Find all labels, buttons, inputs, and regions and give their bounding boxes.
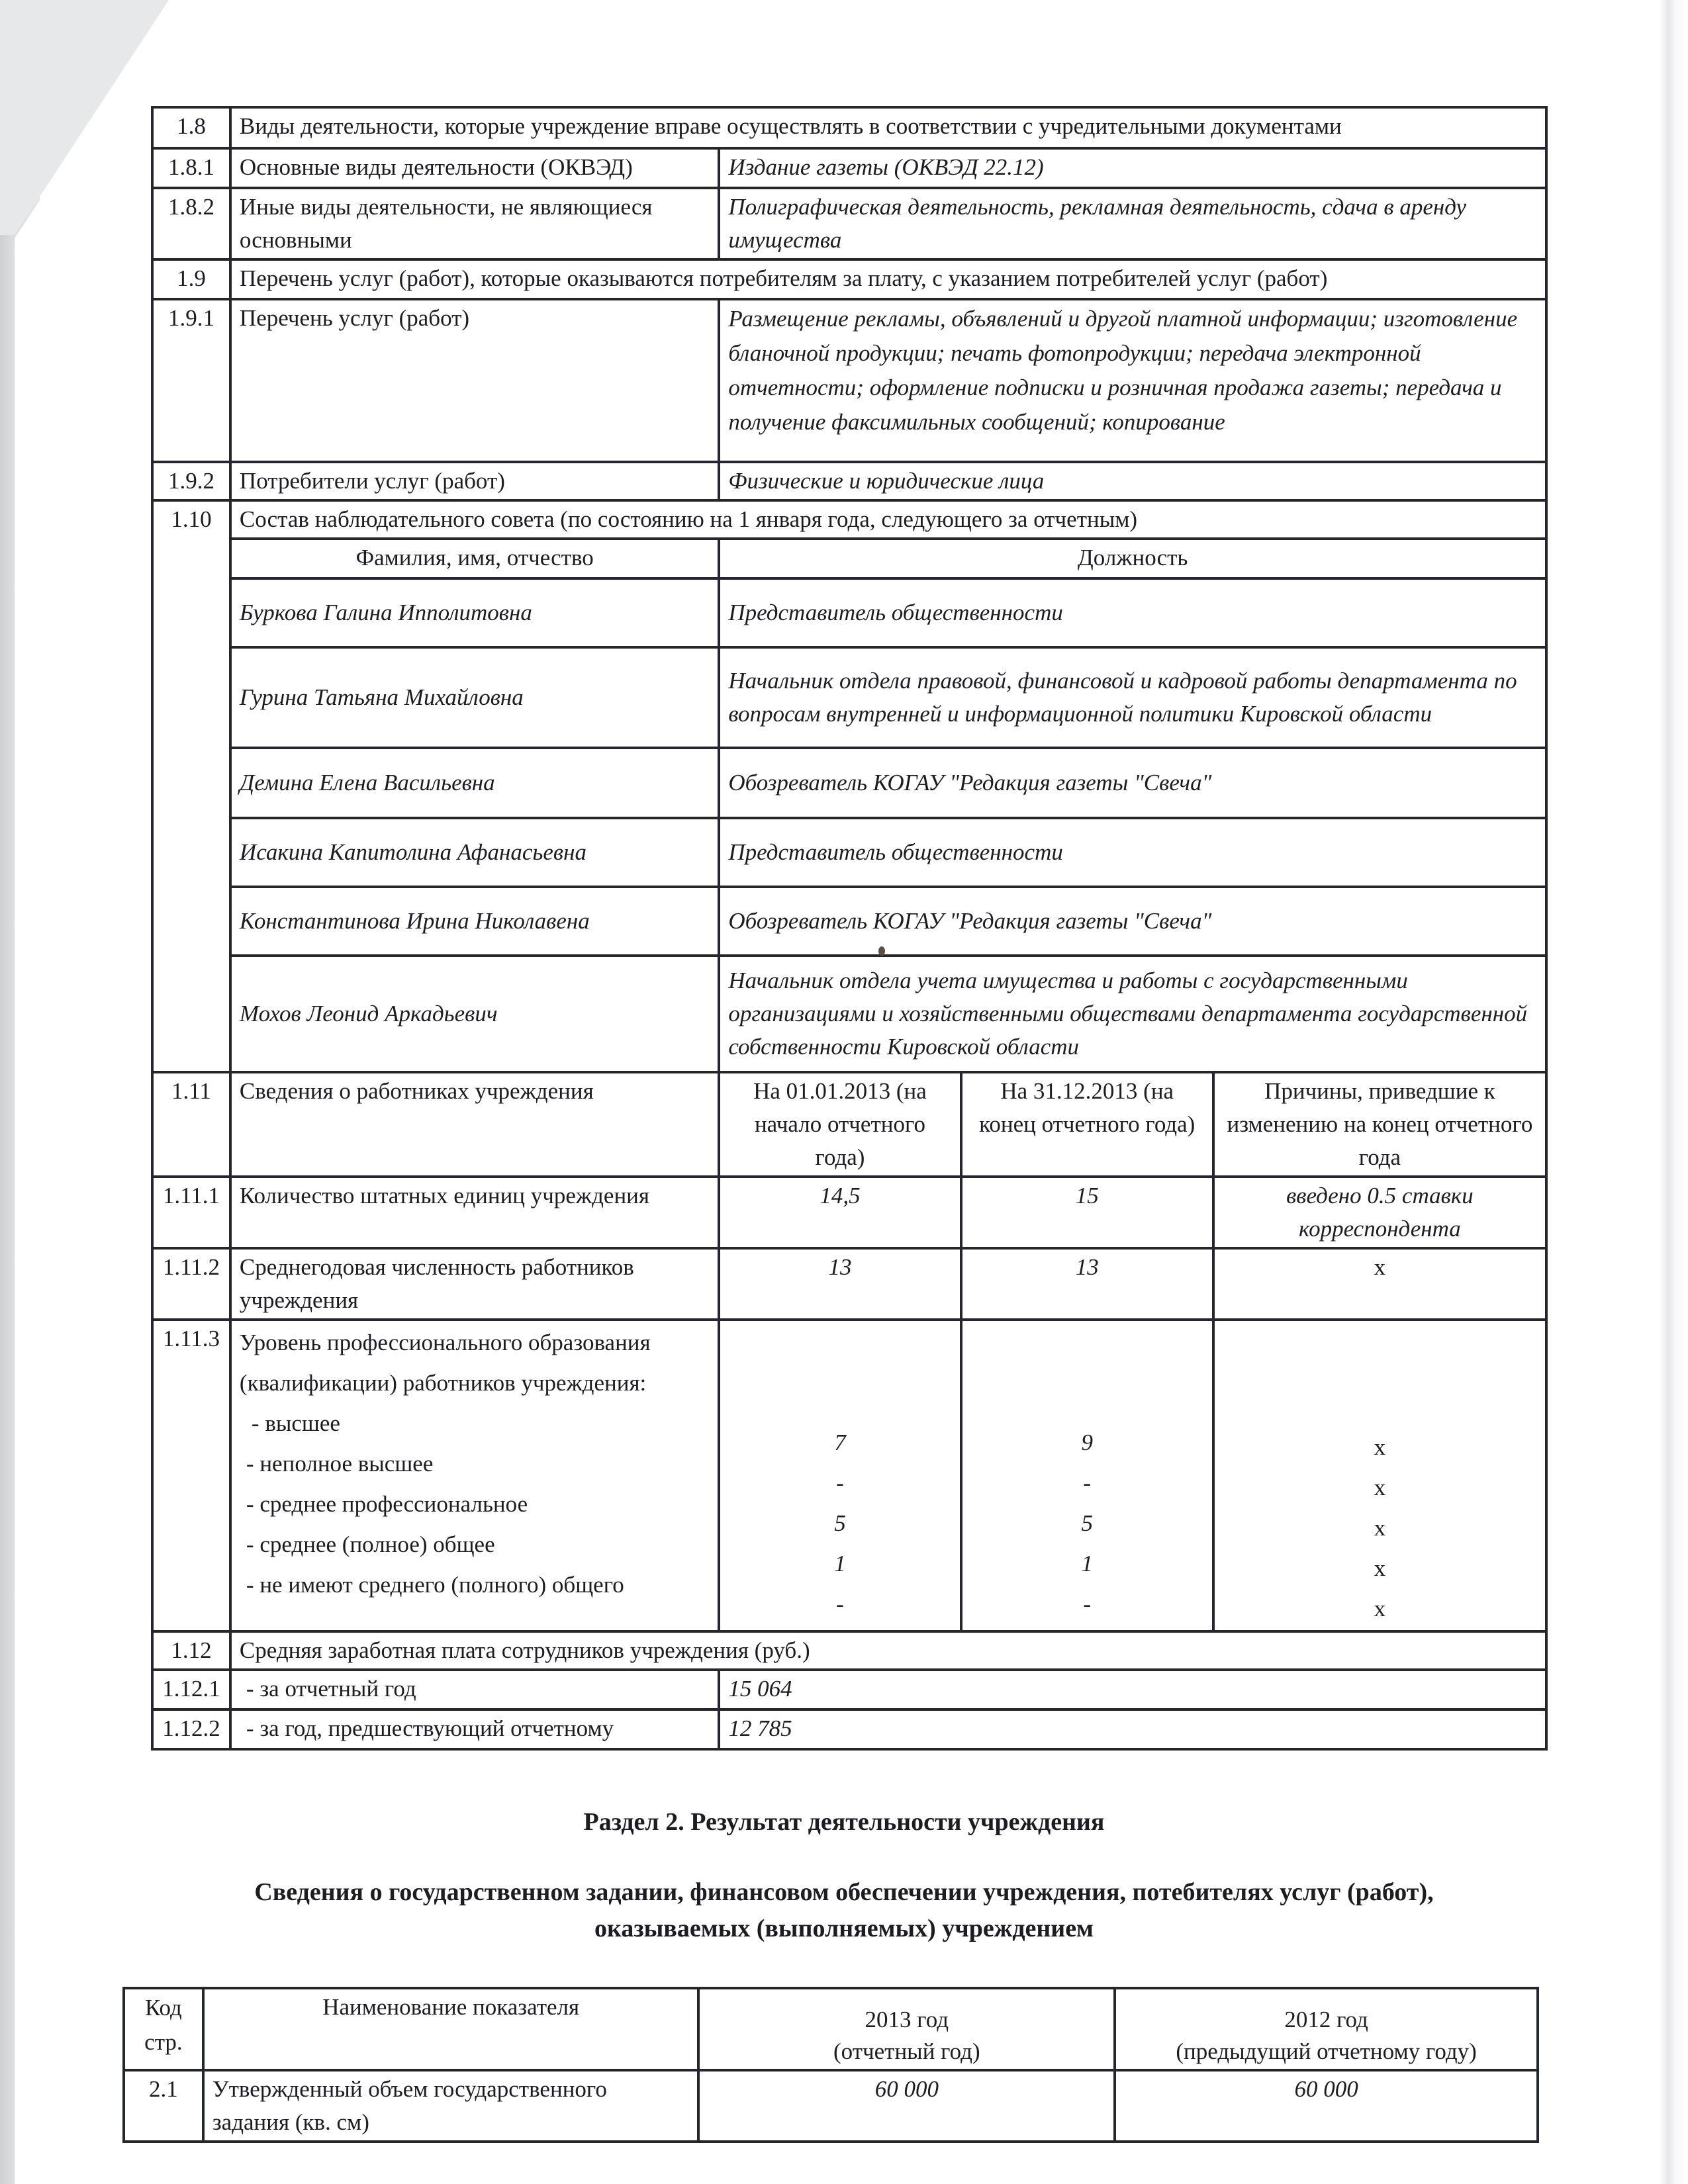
value-reason: х — [1374, 1555, 1386, 1581]
col-header-name: Фамилия, имя, отчество — [230, 539, 719, 578]
row-label: Перечень услуг (работ), которые оказываются потребителям за плату, с указанием потребителей услуг (работ) — [230, 259, 1546, 299]
row-code: 1.11.2 — [152, 1248, 230, 1320]
table-row — [152, 259, 1546, 299]
staff-row — [152, 1177, 1546, 1248]
value-start: 13 — [719, 1248, 961, 1320]
row-value: Издание газеты (ОКВЭД 22.12) — [719, 148, 1546, 188]
value-start: - — [836, 1591, 844, 1617]
value-reason: х — [1374, 1515, 1386, 1541]
col-header-2013-note: (отчетный год) — [833, 2038, 980, 2064]
value-start: - — [836, 1470, 844, 1496]
section-2-subtitle-line1: Сведения о государственном задании, финансовом обеспечении учреждения, потебителях услуг (работ), — [254, 1878, 1434, 1906]
row-code: 2.1 — [124, 2070, 203, 2142]
col-header-name: Наименование показателя — [203, 1988, 699, 2070]
value-end: - — [1083, 1470, 1092, 1496]
row-code: 1.12 — [152, 1631, 230, 1670]
row-label: Среднегодовая численность работников учреждения — [230, 1248, 719, 1320]
member-position: Начальник отдела правовой, финансовой и кадровой работы департамента по вопросам внутренней и информационной политики Кировской области — [719, 647, 1546, 748]
member-position: Представитель общественности — [719, 818, 1546, 887]
council-member-row — [152, 956, 1546, 1072]
table-header-row — [124, 1988, 1538, 2070]
table-row — [152, 462, 1546, 500]
education-level: - высшее — [251, 1410, 340, 1436]
staff-row — [152, 1248, 1546, 1320]
row-label: Сведения о работниках учреждения — [230, 1072, 719, 1177]
row-label: Состав наблюдательного совета (по состоянию на 1 января года, следующего за отчетным) — [230, 500, 1546, 539]
education-level: - среднее (полное) общее — [246, 1531, 495, 1557]
table-row — [152, 148, 1546, 188]
table-row — [152, 107, 1546, 148]
scan-edge-right — [1659, 0, 1688, 2184]
salary-row — [152, 1670, 1546, 1709]
row-label: Количество штатных единиц учреждения — [230, 1177, 719, 1248]
member-name: Гурина Татьяна Михайловна — [230, 647, 719, 748]
row-code: 1.11.1 — [152, 1177, 230, 1248]
salary-row — [152, 1709, 1546, 1749]
row-value: 12 785 — [719, 1709, 1546, 1749]
member-name: Мохов Леонид Аркадьевич — [230, 956, 719, 1072]
col-header-position: Должность — [719, 539, 1546, 578]
row-label: Перечень услуг (работ) — [230, 299, 719, 462]
council-member-row — [152, 818, 1546, 887]
row-code: 1.11.3 — [152, 1320, 230, 1631]
table-row — [152, 1631, 1546, 1670]
row-code: 1.9 — [152, 259, 230, 299]
value-end: 5 — [1081, 1510, 1093, 1536]
education-level: - не имеют среднего (полного) общего — [246, 1572, 624, 1598]
row-label: Основные виды деятельности (ОКВЭД) — [230, 148, 719, 188]
education-end-values — [961, 1320, 1213, 1631]
scan-speck — [878, 946, 885, 956]
row-value: Физические и юридические лица — [719, 462, 1546, 500]
row-label: - за отчетный год — [230, 1670, 719, 1709]
council-member-row — [152, 887, 1546, 956]
section-2-title: Раздел 2. Результат деятельности учреждения — [583, 1808, 1105, 1836]
value-reason: х — [1374, 1475, 1386, 1500]
col-header-2012-note: (предыдущий отчетному году) — [1176, 2038, 1477, 2064]
member-position: Обозреватель КОГАУ "Редакция газеты "Свеча" — [719, 748, 1546, 818]
member-position: Начальник отдела учета имущества и работы с государственными организациями и хозяйственными обществами департамента государственной собственности Кировской области — [719, 956, 1546, 1072]
table-row — [152, 188, 1546, 259]
value-start: 14,5 — [719, 1177, 961, 1248]
row-code: 1.9.1 — [152, 299, 230, 462]
scan-edge-left — [0, 0, 172, 2184]
staff-header-row — [152, 1072, 1546, 1177]
row-label: Иные виды деятельности, не являющиеся основными — [230, 188, 719, 259]
row-code: 1.9.2 — [152, 462, 230, 500]
value-reason: х — [1374, 1434, 1386, 1460]
value-end: - — [1083, 1591, 1092, 1617]
row-code: 1.10 — [152, 500, 230, 1072]
value-reason: введено 0.5 ставки корреспондента — [1213, 1177, 1546, 1248]
council-header-row — [152, 539, 1546, 578]
council-member-row — [152, 748, 1546, 818]
row-label: Средняя заработная плата сотрудников учреждения (руб.) — [230, 1631, 1546, 1670]
row-code: 1.12.2 — [152, 1709, 230, 1749]
row-value: 15 064 — [719, 1670, 1546, 1709]
value-start: 5 — [834, 1510, 846, 1536]
table-row — [152, 299, 1546, 462]
value-end: 15 — [961, 1177, 1213, 1248]
value-end: 1 — [1081, 1551, 1093, 1576]
member-name: Буркова Галина Ипполитовна — [230, 578, 719, 647]
row-label: Потребители услуг (работ) — [230, 462, 719, 500]
education-level: - среднее профессиональное — [246, 1491, 528, 1517]
col-header-2012 — [1115, 1988, 1538, 2070]
member-position: Обозреватель КОГАУ "Редакция газеты "Свеча" — [719, 887, 1546, 956]
table-row — [124, 2070, 1538, 2142]
education-labels — [230, 1320, 719, 1631]
row-code: 1.8.2 — [152, 188, 230, 259]
value-end: 13 — [961, 1248, 1213, 1320]
value-reason: х — [1374, 1596, 1386, 1621]
value-2013: 60 000 — [698, 2070, 1115, 2142]
col-header-2012-year: 2012 год — [1284, 2007, 1368, 2032]
table-row — [152, 500, 1546, 539]
council-member-row — [152, 578, 1546, 647]
col-header-2013-year: 2013 год — [865, 2007, 949, 2032]
member-position: Представитель общественности — [719, 578, 1546, 647]
row-label: Утвержденный объем государственного задания (кв. см) — [203, 2070, 699, 2142]
value-end: 9 — [1081, 1430, 1093, 1455]
col-header-code: Код стр. — [124, 1988, 203, 2070]
education-reason-values — [1213, 1320, 1546, 1631]
col-header-reason: Причины, приведшие к изменению на конец отчетного года — [1213, 1072, 1546, 1177]
row-code: 1.11 — [152, 1072, 230, 1177]
row-code: 1.8 — [152, 107, 230, 148]
state-assignment-table — [122, 1987, 1539, 2143]
education-row — [152, 1320, 1546, 1631]
institution-info-table — [151, 106, 1548, 1751]
education-title: Уровень профессионального образования (квалификации) работников учреждения: — [239, 1330, 651, 1396]
value-start: 7 — [834, 1430, 846, 1455]
member-name: Демина Елена Васильевна — [230, 748, 719, 818]
row-value: Полиграфическая деятельность, рекламная деятельность, сдача в аренду имущества — [719, 188, 1546, 259]
member-name: Исакина Капитолина Афанасьевна — [230, 818, 719, 887]
education-level: - неполное высшее — [246, 1451, 434, 1477]
col-header-start: На 01.01.2013 (на начало отчетного года) — [719, 1072, 961, 1177]
row-label: - за год, предшествующий отчетному — [230, 1709, 719, 1749]
row-value: Размещение рекламы, объявлений и другой платной информации; изготовление бланочной продукции; печать фотопродукции; передача электронной отчетности; оформление подписки и розничная продажа газеты; передача и получение факсимильных сообщений; копирование — [719, 299, 1546, 462]
value-2012: 60 000 — [1115, 2070, 1538, 2142]
col-header-end: На 31.12.2013 (на конец отчетного года) — [961, 1072, 1213, 1177]
member-name: Константинова Ирина Николавена — [230, 887, 719, 956]
section-2-subtitle-line2: оказываемых (выполняемых) учреждением — [594, 1915, 1094, 1942]
council-member-row — [152, 647, 1546, 748]
row-label: Виды деятельности, которые учреждение вправе осуществлять в соответствии с учредительными документами — [230, 107, 1546, 148]
col-header-2013 — [698, 1988, 1115, 2070]
value-reason: х — [1213, 1248, 1546, 1320]
row-code: 1.8.1 — [152, 148, 230, 188]
row-code: 1.12.1 — [152, 1670, 230, 1709]
value-start: 1 — [834, 1551, 846, 1576]
education-start-values — [719, 1320, 961, 1631]
